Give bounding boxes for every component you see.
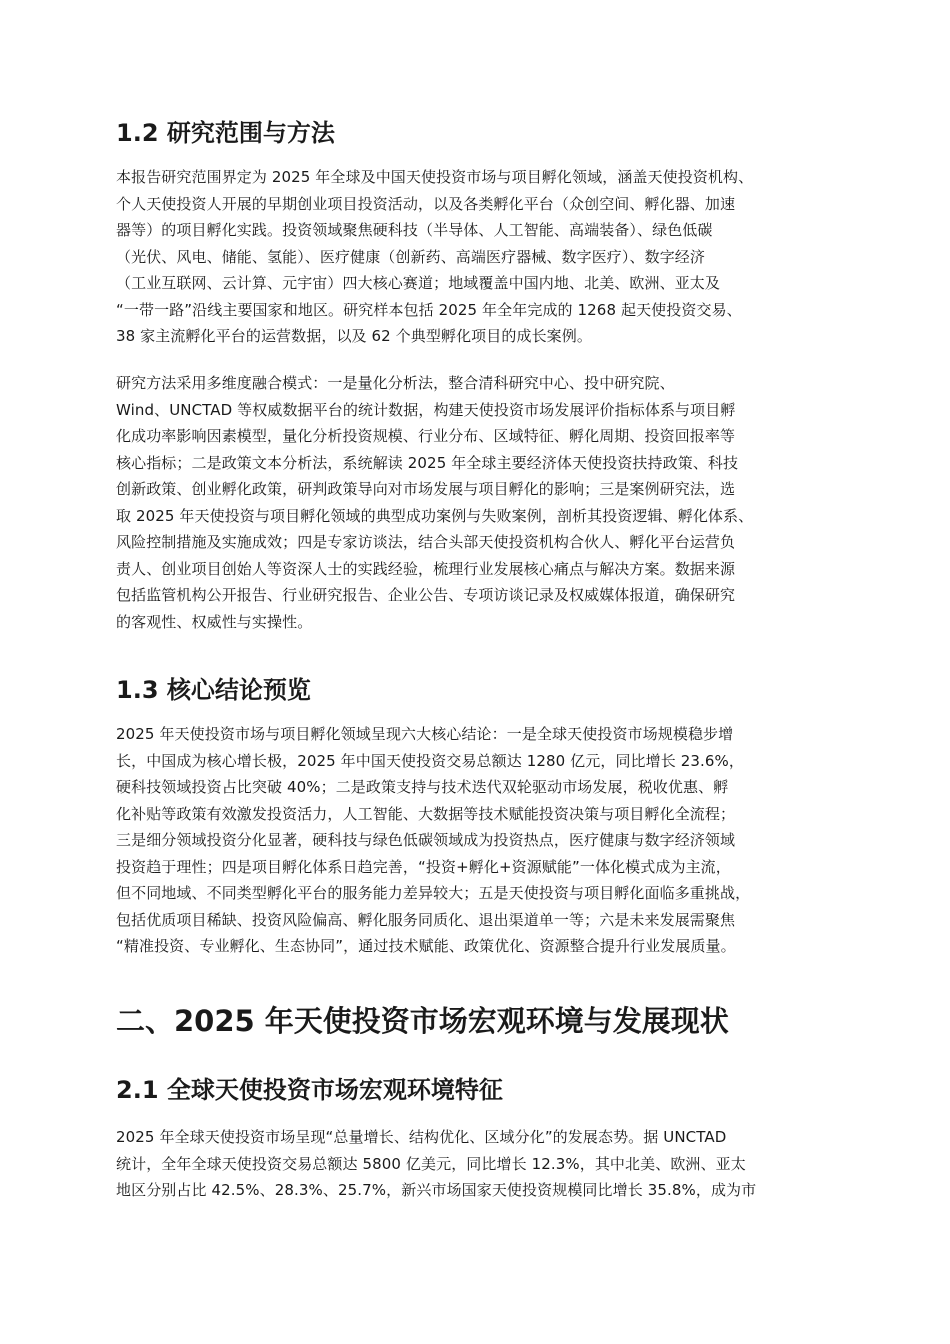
text-line: 风险控制措施及实施成效；四是专家访谈法，结合头部天使投资机构合伙人、孵化平台运营负 xyxy=(116,533,736,551)
text-line: （光伏、风电、储能、氢能）、医疗健康（创新药、高端医疗器械、数字医疗）、数字经济 xyxy=(116,247,706,266)
chapter-heading-2: 二、2025 年天使投资市场宏观环境与发展现状 xyxy=(116,1004,729,1038)
text-line: 投资趋于理性；四是项目孵化体系日趋完善，“投资+孵化+资源赋能”一体化模式成为主流， xyxy=(116,857,731,876)
text-line: 责人、创业项目创始人等资深人士的实践经验，梳理行业发展核心痛点与解决方案。数据来源 xyxy=(116,559,736,578)
text-line: 器等）的项目孵化实践。投资领域聚焦硬科技（半导体、人工智能、高端装备）、绿色低碳 xyxy=(116,221,713,239)
paragraph-global-environment xyxy=(116,1124,856,1204)
text-line: 2025 年天使投资市场与项目孵化领域呈现六大核心结论：一是全球天使投资市场规模稳步增 xyxy=(116,725,734,743)
text-line: 包括监管机构公开报告、行业研究报告、企业公告、专项访谈记录及权威媒体报道，确保研究 xyxy=(116,586,736,604)
text-line: （工业互联网、云计算、元宇宙）四大核心赛道；地域覆盖中国内地、北美、欧洲、亚太及 xyxy=(116,274,721,292)
text-line: 2025 年全球天使投资市场呈现“总量增长、结构优化、区域分化”的发展态势。据 UNCTAD xyxy=(116,1128,727,1146)
text-line: 包括优质项目稀缺、投资风险偏高、孵化服务同质化、退出渠道单一等；六是未来发展需聚焦 xyxy=(116,910,736,929)
text-line: 核心指标；二是政策文本分析法，系统解读 2025 年全球主要经济体天使投资扶持政策、科技 xyxy=(116,453,739,472)
text-line: 三是细分领域投资分化显著，硬科技与绿色低碳领域成为投资热点，医疗健康与数字经济领域 xyxy=(116,831,736,849)
section-heading-2-1: 2.1 全球天使投资市场宏观环境特征 xyxy=(116,1076,503,1104)
text-line: “精准投资、专业孵化、生态协同”，通过技术赋能、政策优化、资源整合提升行业发展质量。 xyxy=(116,937,736,955)
text-line: 的客观性、权威性与实操性。 xyxy=(116,612,313,631)
text-line: 硬科技领域投资占比突破 40%；二是政策支持与技术迭代双轮驱动市场发展，税收优惠、孵 xyxy=(116,778,729,796)
text-line: 化补贴等政策有效激发投资活力，人工智能、大数据等技术赋能投资决策与项目孵化全流程； xyxy=(116,804,736,823)
section-heading-1-3: 1.3 核心结论预览 xyxy=(116,676,311,704)
text-line: “一带一路”沿线主要国家和地区。研究样本包括 2025 年全年完成的 1268 起天使投资交易、 xyxy=(116,300,742,319)
text-line: 本报告研究范围界定为 2025 年全球及中国天使投资市场与项目孵化领域，涵盖天使投资机构、 xyxy=(116,168,754,186)
text-line: 38 家主流孵化平台的运营数据，以及 62 个典型孵化项目的成长案例。 xyxy=(116,327,592,345)
paragraph-methods xyxy=(116,370,856,635)
text-line: Wind、UNCTAD 等权威数据平台的统计数据，构建天使投资市场发展评价指标体系与项目孵 xyxy=(116,400,736,419)
text-line: 取 2025 年天使投资与项目孵化领域的典型成功案例与失败案例，剖析其投资逻辑、孵化体系、 xyxy=(116,506,754,525)
paragraph-conclusions xyxy=(116,721,856,960)
text-line: 创新政策、创业孵化政策，研判政策导向对市场发展与项目孵化的影响；三是案例研究法，选 xyxy=(116,480,736,498)
text-line: 但不同地域、不同类型孵化平台的服务能力差异较大；五是天使投资与项目孵化面临多重挑战， xyxy=(116,884,751,902)
text-line: 个人天使投资人开展的早期创业项目投资活动，以及各类孵化平台（众创空间、孵化器、加速 xyxy=(116,194,736,213)
paragraph-scope xyxy=(116,164,856,350)
text-line: 研究方法采用多维度融合模式：一是量化分析法，整合清科研究中心、投中研究院、 xyxy=(116,374,675,392)
section-heading-1-2: 1.2 研究范围与方法 xyxy=(116,119,335,147)
text-line: 地区分别占比 42.5%、28.3%、25.7%，新兴市场国家天使投资规模同比增长 35.8%，成为市 xyxy=(116,1181,757,1199)
text-line: 长，中国成为核心增长极，2025 年中国天使投资交易总额达 1280 亿元，同比增长 23.6%， xyxy=(116,751,744,770)
text-line: 化成功率影响因素模型，量化分析投资规模、行业分布、区域特征、孵化周期、投资回报率等 xyxy=(116,427,736,445)
text-line: 统计，全年全球天使投资交易总额达 5800 亿美元，同比增长 12.3%，其中北美、欧洲、亚太 xyxy=(116,1154,746,1173)
